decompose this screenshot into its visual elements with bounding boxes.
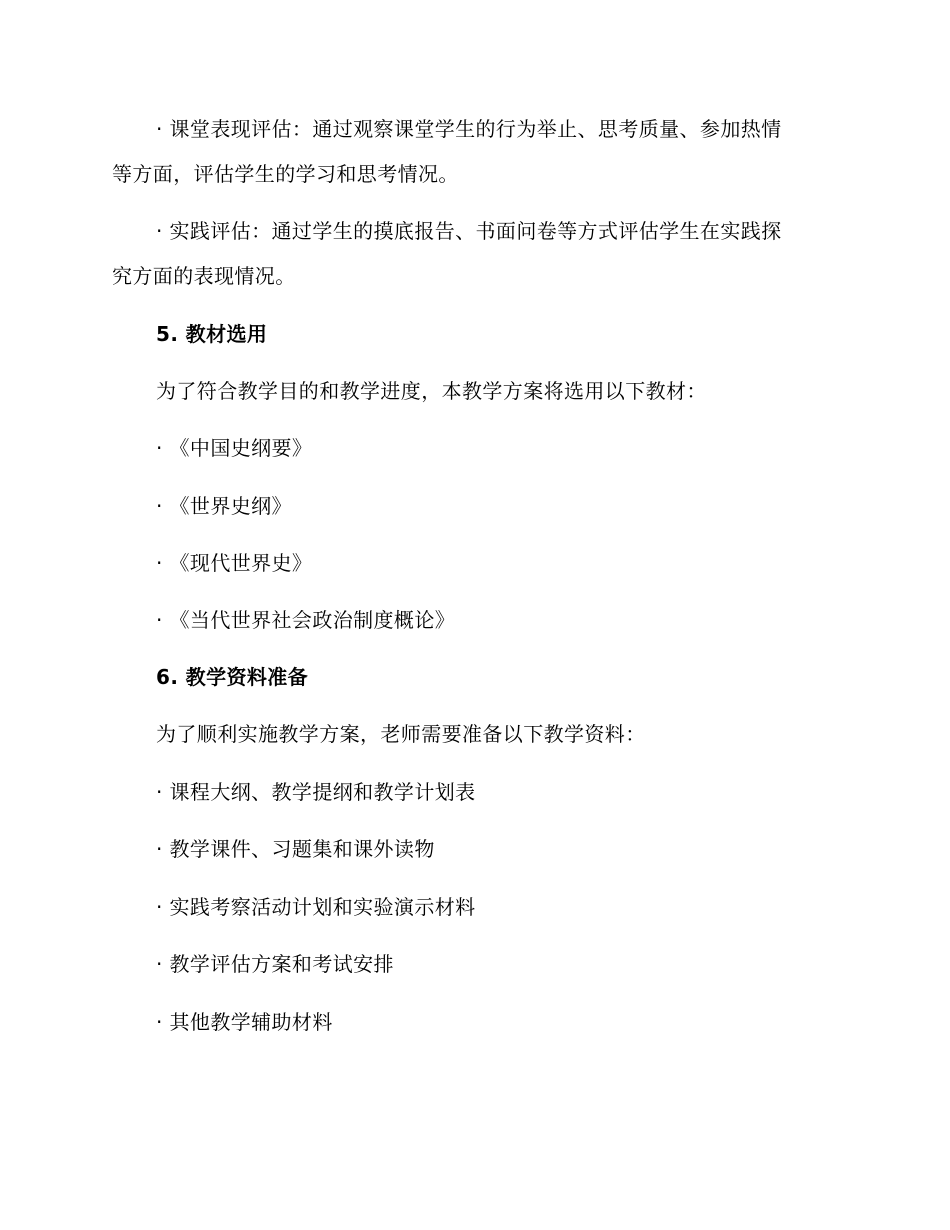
classroom-eval-line-2: 等方面，评估学生的学习和思考情况。 [112, 162, 459, 186]
book-item: · 《中国史纲要》 [156, 436, 313, 460]
section-5-intro: 为了符合教学目的和教学进度，本教学方案将选用以下教材： [156, 379, 707, 403]
material-item: · 实践考察活动计划和实验演示材料 [156, 895, 476, 919]
practice-eval-line-1: · 实践评估：通过学生的摸底报告、书面问卷等方式评估学生在实践探 [156, 219, 782, 243]
material-item: · 教学课件、习题集和课外读物 [156, 837, 435, 861]
classroom-eval-line-1: · 课堂表现评估：通过观察课堂学生的行为举止、思考质量、参加热情 [156, 117, 782, 141]
material-item: · 课程大纲、教学提纲和教学计划表 [156, 780, 476, 804]
book-item: · 《现代世界史》 [156, 551, 313, 575]
section-6-intro: 为了顺利实施教学方案，老师需要准备以下教学资料： [156, 722, 646, 746]
material-item: · 其他教学辅助材料 [156, 1010, 333, 1034]
book-item: · 《当代世界社会政治制度概论》 [156, 608, 456, 632]
material-item: · 教学评估方案和考试安排 [156, 952, 394, 976]
section-5-heading: 5. 教材选用 [156, 322, 268, 346]
book-item: · 《世界史纲》 [156, 494, 292, 518]
section-6-heading: 6. 教学资料准备 [156, 665, 309, 689]
practice-eval-line-2: 究方面的表现情况。 [112, 264, 296, 288]
